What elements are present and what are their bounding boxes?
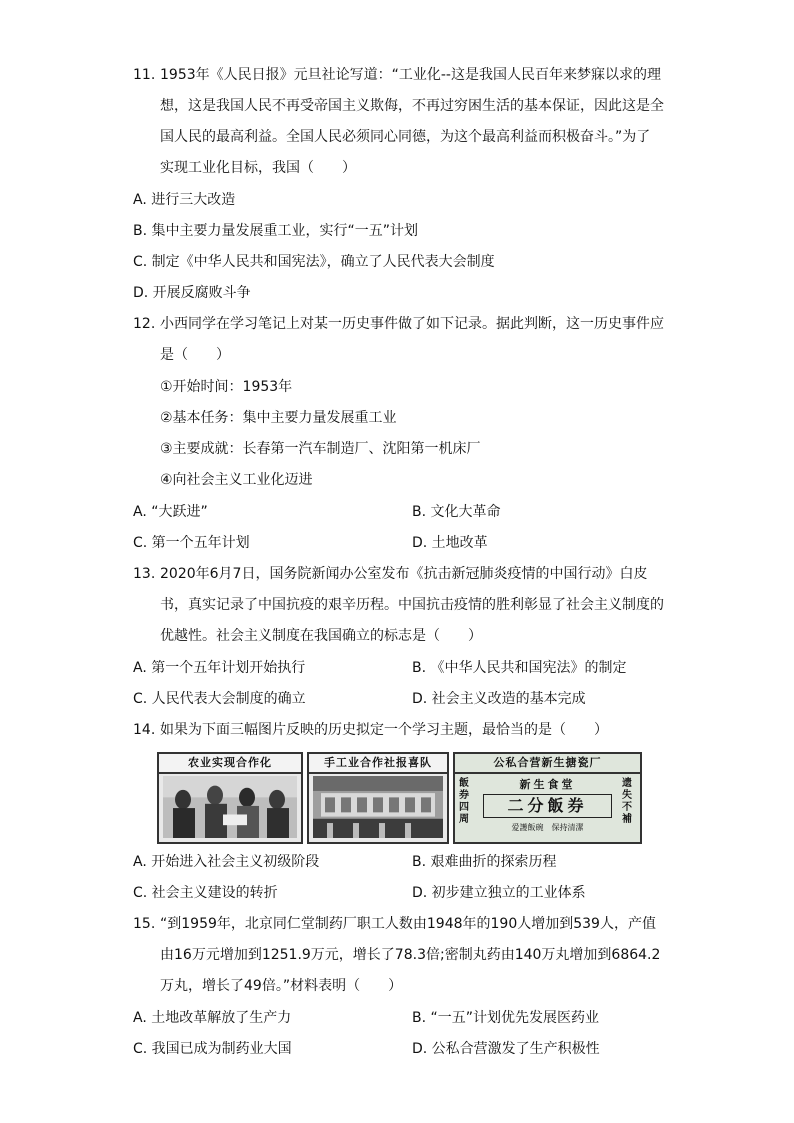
picture-caption: 公私合营新生搪瓷厂 (455, 754, 640, 774)
picture-agriculture-cooperative (157, 752, 303, 844)
question-text-line: “到1959年，北京同仁堂制药厂职工人数由1948年的190人增加到539人，产值 (160, 916, 656, 932)
question-number: 13. (133, 566, 156, 582)
option-d[interactable]: D. 社会主义改造的基本完成 (412, 691, 586, 707)
question-text-line: 国人民的最高利益。全国人民必须同心同德，为这个最高利益而积极奋斗。”为了 (160, 129, 651, 145)
question-text-line: 是（ ） (160, 347, 230, 363)
question-text-line: 1953年《人民日报》元旦社论写道：“工业化--这是我国人民百年来梦寐以求的理 (160, 67, 661, 83)
option-a[interactable]: A. 开始进入社会主义初级阶段 (133, 854, 320, 870)
note-item: ②基本任务：集中主要力量发展重工业 (160, 410, 397, 426)
picture-caption: 手工业合作社报喜队 (309, 754, 447, 774)
option-c[interactable]: C. 人民代表大会制度的确立 (133, 691, 306, 707)
question-number: 14. (133, 722, 156, 738)
option-b[interactable]: B. 集中主要力量发展重工业，实行“一五”计划 (133, 223, 419, 239)
question-text-line: 2020年6月7日，国务院新闻办公室发布《抗击新冠肺炎疫情的中国行动》白皮 (160, 566, 648, 582)
option-b[interactable]: B. 文化大革命 (412, 504, 501, 520)
coupon-right-text: 遗失不補 (622, 778, 632, 825)
coupon-value: 二分飯券 (483, 794, 612, 818)
option-a[interactable]: A. “大跃进” (133, 504, 208, 520)
question-number: 12. (133, 316, 156, 332)
question-text-line: 实现工业化目标，我国（ ） (160, 160, 356, 176)
question-text-line: 优越性。社会主义制度在我国确立的标志是（ ） (160, 628, 482, 644)
option-b[interactable]: B. 《中华人民共和国宪法》的制定 (412, 660, 627, 676)
option-d[interactable]: D. 公私合营激发了生产积极性 (412, 1041, 600, 1057)
option-c[interactable]: C. 第一个五年计划 (133, 535, 250, 551)
option-b[interactable]: B. “一五”计划优先发展医药业 (412, 1010, 600, 1026)
coupon-footer: 爱護飯碗 保持清潔 (511, 823, 584, 832)
option-c[interactable]: C. 社会主义建设的转折 (133, 885, 278, 901)
option-d[interactable]: D. 初步建立独立的工业体系 (412, 885, 586, 901)
picture-meal-coupon (453, 752, 642, 844)
option-a[interactable]: A. 进行三大改造 (133, 192, 236, 208)
question-number: 15. (133, 916, 156, 932)
question-text-line: 想，这是我国人民不再受帝国主义欺侮，不再过穷困生活的基本保证，因此这是全 (160, 98, 664, 114)
question-text-line: 万丸，增长了49倍。”材料表明（ ） (160, 978, 403, 994)
picture-caption: 农业实现合作化 (159, 754, 301, 774)
option-d[interactable]: D. 开展反腐败斗争 (133, 285, 251, 301)
coupon-canteen-name: 新生食堂 (519, 778, 576, 791)
question-number: 11. (133, 67, 156, 83)
option-d[interactable]: D. 土地改革 (412, 535, 488, 551)
question-text-line: 如果为下面三幅图片反映的历史拟定一个学习主题，最恰当的是（ ） (160, 722, 608, 738)
question-text-line: 小西同学在学习笔记上对某一历史事件做了如下记录。据此判断，这一历史事件应 (160, 316, 664, 332)
option-c[interactable]: C. 我国已成为制药业大国 (133, 1041, 292, 1057)
note-item: ③主要成就：长春第一汽车制造厂、沈阳第一机床厂 (160, 441, 481, 457)
photo-image (163, 776, 297, 838)
option-a[interactable]: A. 土地改革解放了生产力 (133, 1010, 292, 1026)
note-item: ①开始时间：1953年 (160, 379, 293, 395)
question-text-line: 书，真实记录了中国抗疫的艰辛历程。中国抗击疫情的胜利彰显了社会主义制度的 (160, 597, 664, 613)
note-item: ④向社会主义工业化迈进 (160, 472, 313, 488)
option-a[interactable]: A. 第一个五年计划开始执行 (133, 660, 306, 676)
question-text-line: 由16万元增加到1251.9万元，增长了78.3倍;密制丸药由140万丸增加到6864.2 (160, 947, 661, 963)
option-b[interactable]: B. 艰难曲折的探索历程 (412, 854, 557, 870)
photo-image (313, 776, 443, 838)
option-c[interactable]: C. 制定《中华人民共和国宪法》，确立了人民代表大会制度 (133, 254, 495, 270)
coupon-left-text: 飯券四周 (459, 778, 469, 825)
picture-handicraft-cooperative (307, 752, 449, 844)
